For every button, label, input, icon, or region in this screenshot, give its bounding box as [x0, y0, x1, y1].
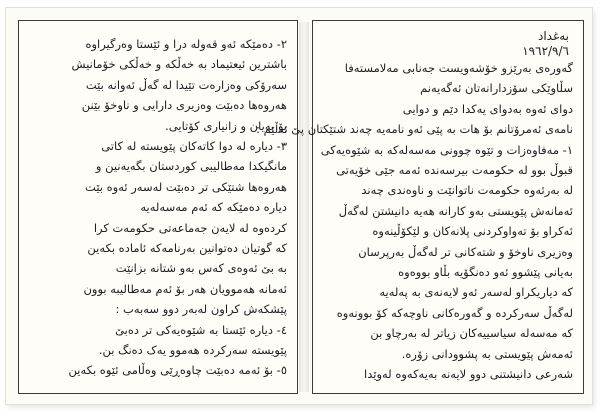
handwritten-line: سڵاوێکی سۆزدارانەتان ئەگەیەنم	[420, 81, 573, 96]
handwritten-line: ئەمانە هەموویان هەر بۆ ئەم مەطالیبە بوون	[83, 281, 287, 296]
handwritten-line: قبوڵ بوو لە حکومەت بیرسەندە ئەمە جێی خۆیەتی	[336, 163, 573, 177]
left-page	[18, 20, 298, 394]
letter-place: بەغداد	[537, 29, 569, 43]
handwritten-line: پێشکەش کراون لەبەر دوو سەبەب :	[115, 302, 287, 317]
handwritten-line: گەورەی بەرێزو خۆشەویست جەنابی مەلامستەفا	[344, 61, 573, 75]
handwritten-line: نامەی ئەمرۆتانم بۆ هات بە پێی ئەو نامەیە چەند شتێکتان پێ ئەڵێم :	[256, 122, 573, 137]
handwritten-line: هەروەها دەبێت وەزیری دارایی و ناوخۆ بێنن	[81, 98, 287, 113]
handwritten-line: وەزیری ناوخۆ و شتەکانی تر لەگەڵ بەرپرسان	[358, 244, 573, 259]
handwritten-line: دیارە دەمێکە کە ئەم مەسەلەیە	[140, 200, 287, 215]
handwritten-line: ١- مەفاوەزات و تێوە چوونی مەسەلەکە بە شێوەیەکی	[320, 142, 573, 157]
handwritten-line: کردەوە لە لایەن جەماعەتی حکومەت کرا	[93, 220, 287, 235]
handwritten-line: ٥- بۆ ئەمە دەبێت چاوەڕێی وەڵامی ئێوە بکەین	[68, 363, 287, 378]
handwritten-line: دوای ئەوە بەدوای یەکدا دێم و دوایی	[402, 101, 573, 116]
handwritten-line: بەیانی پێشوو ئەو دەنگۆیە بڵاو بووەوە	[398, 265, 573, 279]
handwritten-line: پێویستە سەرکرده هەموو یەک دەنگ بن.	[98, 343, 287, 357]
right-page	[256, 20, 584, 394]
handwritten-line: شەرعی دانیشتنی دوو لایەنە بەیەکەوە لەوێدا	[364, 367, 573, 381]
handwritten-line: ٣- دیارە لە دوا کاتەکان پێویستە لە کاتی	[101, 139, 287, 153]
handwritten-line: کە دیاریکراو لەسەر ئەو لایەنەی بە پەلەیە	[379, 285, 573, 300]
letter-sheet	[6, 8, 592, 404]
handwritten-line: بە بێ ئەوەی کەس بەو شتانە بزانێت	[115, 261, 287, 276]
handwritten-line: ئەمانەش پێویستی بەو کارانە هەیە دانیشتن لەگەڵ	[338, 203, 573, 218]
letter-date: ١٩٦٢/٩/٦	[522, 44, 569, 58]
handwritten-line: کە مەسەلە سیاسییەکان زیاتر لە بەرچاو بن	[370, 326, 573, 341]
handwritten-line: ٤- دیارە ئێستا بە شێوەیەکی تر دەبێ	[115, 322, 287, 337]
handwritten-line: لەگەڵ سەرکردە و گەورەکانی ناوچەکە کۆ بوونەوە	[336, 305, 573, 320]
handwritten-line: ئەمەش پێویستی بە پشوودانی زۆرە.	[401, 346, 573, 361]
handwritten-line: کە گوتیان دەتوانین بەرنامەکە ئامادە بکەین	[87, 241, 287, 255]
handwritten-line: سەرۆکی وەزارەت تێیدا لە گەڵ ئەوانە بێت	[85, 77, 287, 92]
handwritten-line: بۆ بەیان و زانیاری کۆتایی.	[165, 118, 287, 133]
handwritten-line: ئەکراو بۆ تەواوکردنی پلانەکان و لێکۆڵینەوە	[372, 224, 573, 239]
handwritten-line: هەروەها شتێکی تر دەبێت لەسەر ئەوە بێت	[85, 179, 287, 194]
handwritten-line: لە بەرئەوە حکومەت ناتوانێت و ناوەندی چەند	[361, 183, 573, 198]
handwritten-line: باشترین ئیعتیماد بە خەڵکە و خەڵکی خۆمانیش	[71, 57, 287, 72]
handwritten-line: ٢- دەمێکە ئەو قەولە درا و ئێستا وەرگیراوە	[85, 37, 287, 51]
handwritten-line: مانگیکدا مەطالیبی کوردستان بگەیەنین و	[95, 159, 287, 174]
page-binding	[299, 22, 309, 392]
